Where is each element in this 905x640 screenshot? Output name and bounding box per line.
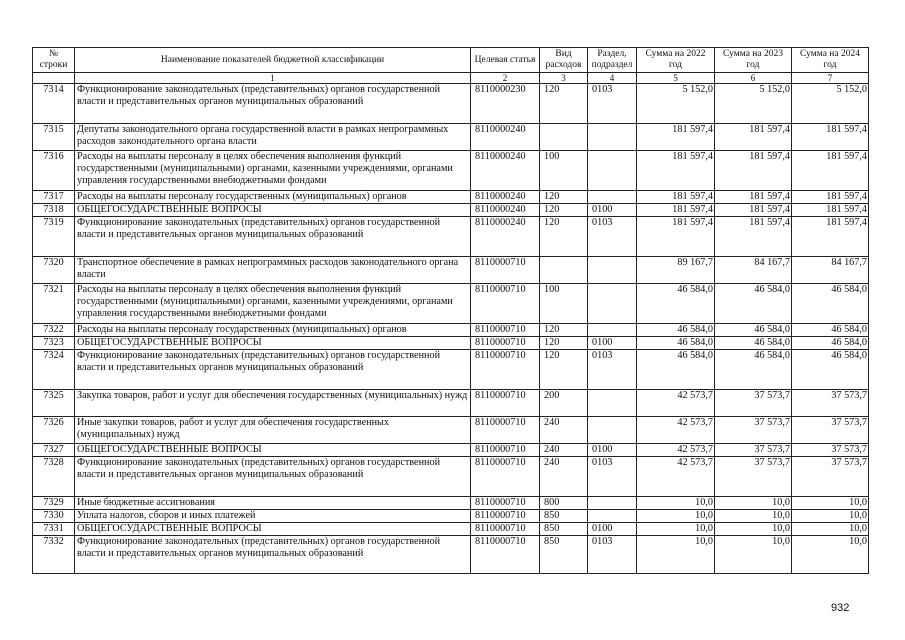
table-header xyxy=(33,48,869,84)
sum-2023-cell: 181 597,4 xyxy=(715,151,792,191)
sum-2024-cell: 46 584,0 xyxy=(792,350,869,390)
target-article-cell: 8110000240 xyxy=(471,204,540,217)
target-article-cell: 8110000710 xyxy=(471,257,540,284)
target-article-cell: 8110000710 xyxy=(471,444,540,457)
target-article-cell: 8110000710 xyxy=(471,390,540,417)
row-number-cell: 7316 xyxy=(33,151,75,191)
sum-2022-cell: 46 584,0 xyxy=(637,324,715,337)
header-sum-2023: Сумма на 2023 год xyxy=(715,48,792,73)
target-article-cell: 8110000710 xyxy=(471,350,540,390)
section-cell: 0103 xyxy=(588,350,637,390)
table-row xyxy=(33,324,869,337)
section-cell: 0103 xyxy=(588,84,637,124)
indicator-name-cell: Функционирование законодательных (представительных) органов государственной власти и представительных органов муниципальных образований xyxy=(75,84,471,124)
header-index: 6 xyxy=(715,73,792,84)
sum-2022-cell: 10,0 xyxy=(637,497,715,510)
target-article-cell: 8110000710 xyxy=(471,523,540,536)
section-cell: 0103 xyxy=(588,217,637,257)
table-row xyxy=(33,417,869,444)
section-cell xyxy=(588,497,637,510)
section-cell xyxy=(588,191,637,204)
sum-2024-cell: 84 167,7 xyxy=(792,257,869,284)
table-body xyxy=(33,84,869,574)
section-cell xyxy=(588,417,637,444)
row-number-cell: 7330 xyxy=(33,510,75,523)
section-cell: 0100 xyxy=(588,444,637,457)
target-article-cell: 8110000710 xyxy=(471,510,540,523)
sum-2023-cell: 46 584,0 xyxy=(715,284,792,324)
target-article-cell: 8110000710 xyxy=(471,536,540,574)
expense-type-cell: 120 xyxy=(540,204,588,217)
sum-2023-cell: 46 584,0 xyxy=(715,337,792,350)
row-number-cell: 7324 xyxy=(33,350,75,390)
header-index: 7 xyxy=(792,73,869,84)
indicator-name-cell: Расходы на выплаты персоналу в целях обеспечения выполнения функций государственными (муниципальными) органами, казенными учреждениями, органами управления государственными внебюджетными фондами xyxy=(75,284,471,324)
target-article-cell: 8110000710 xyxy=(471,497,540,510)
row-number-cell: 7328 xyxy=(33,457,75,497)
sum-2022-cell: 46 584,0 xyxy=(637,337,715,350)
row-number-cell: 7331 xyxy=(33,523,75,536)
header-index: 1 xyxy=(75,73,471,84)
target-article-cell: 8110000240 xyxy=(471,151,540,191)
row-number-cell: 7321 xyxy=(33,284,75,324)
table-row xyxy=(33,444,869,457)
section-cell: 0100 xyxy=(588,204,637,217)
sum-2022-cell: 10,0 xyxy=(637,523,715,536)
sum-2022-cell: 42 573,7 xyxy=(637,390,715,417)
header-index: 3 xyxy=(540,73,588,84)
indicator-name-cell: ОБЩЕГОСУДАРСТВЕННЫЕ ВОПРОСЫ xyxy=(75,204,471,217)
target-article-cell: 8110000230 xyxy=(471,84,540,124)
sum-2024-cell: 37 573,7 xyxy=(792,390,869,417)
indicator-name-cell: Функционирование законодательных (представительных) органов государственной власти и представительных органов муниципальных образований xyxy=(75,350,471,390)
sum-2022-cell: 181 597,4 xyxy=(637,151,715,191)
section-cell xyxy=(588,151,637,191)
table-row xyxy=(33,337,869,350)
indicator-name-cell: Уплата налогов, сборов и иных платежей xyxy=(75,510,471,523)
sum-2024-cell: 5 152,0 xyxy=(792,84,869,124)
indicator-name-cell: Функционирование законодательных (представительных) органов государственной власти и представительных органов муниципальных образований xyxy=(75,457,471,497)
section-cell: 0100 xyxy=(588,337,637,350)
section-cell xyxy=(588,510,637,523)
target-article-cell: 8110000710 xyxy=(471,417,540,444)
sum-2022-cell: 181 597,4 xyxy=(637,191,715,204)
expense-type-cell: 240 xyxy=(540,457,588,497)
expense-type-cell: 120 xyxy=(540,350,588,390)
table-row xyxy=(33,124,869,151)
sum-2023-cell: 37 573,7 xyxy=(715,457,792,497)
sum-2022-cell: 181 597,4 xyxy=(637,204,715,217)
sum-2022-cell: 181 597,4 xyxy=(637,124,715,151)
table-row xyxy=(33,497,869,510)
row-number-cell: 7314 xyxy=(33,84,75,124)
indicator-name-cell: Иные бюджетные ассигнования xyxy=(75,497,471,510)
sum-2023-cell: 181 597,4 xyxy=(715,191,792,204)
target-article-cell: 8110000240 xyxy=(471,191,540,204)
expense-type-cell: 850 xyxy=(540,510,588,523)
section-cell xyxy=(588,257,637,284)
table-row xyxy=(33,523,869,536)
header-sum-2024: Сумма на 2024 год xyxy=(792,48,869,73)
row-number-cell: 7325 xyxy=(33,390,75,417)
sum-2024-cell: 10,0 xyxy=(792,497,869,510)
header-index: 2 xyxy=(471,73,540,84)
target-article-cell: 8110000710 xyxy=(471,284,540,324)
table-row xyxy=(33,350,869,390)
row-number-cell: 7320 xyxy=(33,257,75,284)
header-index xyxy=(33,73,75,84)
header-expense-type: Вид расходов xyxy=(540,48,588,73)
expense-type-cell: 850 xyxy=(540,523,588,536)
expense-type-cell xyxy=(540,124,588,151)
indicator-name-cell: Расходы на выплаты персоналу в целях обеспечения выполнения функций государственными (муниципальными) органами, казенными учреждениями, органами управления государственными внебюджетными фондами xyxy=(75,151,471,191)
row-number-cell: 7326 xyxy=(33,417,75,444)
sum-2023-cell: 46 584,0 xyxy=(715,350,792,390)
sum-2024-cell: 181 597,4 xyxy=(792,151,869,191)
sum-2022-cell: 46 584,0 xyxy=(637,284,715,324)
table-row xyxy=(33,510,869,523)
sum-2024-cell: 46 584,0 xyxy=(792,324,869,337)
sum-2024-cell: 10,0 xyxy=(792,536,869,574)
sum-2023-cell: 37 573,7 xyxy=(715,417,792,444)
row-number-cell: 7315 xyxy=(33,124,75,151)
row-number-cell: 7318 xyxy=(33,204,75,217)
section-cell: 0103 xyxy=(588,536,637,574)
target-article-cell: 8110000710 xyxy=(471,324,540,337)
sum-2024-cell: 10,0 xyxy=(792,510,869,523)
sum-2022-cell: 89 167,7 xyxy=(637,257,715,284)
sum-2022-cell: 10,0 xyxy=(637,536,715,574)
table-row xyxy=(33,457,869,497)
expense-type-cell: 120 xyxy=(540,191,588,204)
sum-2023-cell: 5 152,0 xyxy=(715,84,792,124)
sum-2023-cell: 37 573,7 xyxy=(715,444,792,457)
table-row xyxy=(33,257,869,284)
row-number-cell: 7327 xyxy=(33,444,75,457)
indicator-name-cell: Иные закупки товаров, работ и услуг для обеспечения государственных (муниципальных) нужд xyxy=(75,417,471,444)
table-row xyxy=(33,284,869,324)
header-indicator-name: Наименование показателей бюджетной классификации xyxy=(75,48,471,73)
indicator-name-cell: Закупка товаров, работ и услуг для обеспечения государственных (муниципальных) нужд xyxy=(75,390,471,417)
section-cell xyxy=(588,124,637,151)
table-row xyxy=(33,204,869,217)
expense-type-cell: 200 xyxy=(540,390,588,417)
sum-2023-cell: 181 597,4 xyxy=(715,124,792,151)
section-cell: 0103 xyxy=(588,457,637,497)
expense-type-cell: 120 xyxy=(540,337,588,350)
expense-type-cell: 240 xyxy=(540,444,588,457)
sum-2024-cell: 181 597,4 xyxy=(792,204,869,217)
table-row xyxy=(33,536,869,574)
expense-type-cell: 120 xyxy=(540,324,588,337)
target-article-cell: 8110000710 xyxy=(471,337,540,350)
indicator-name-cell: Депутаты законодательного органа государственной власти в рамках непрограммных расходов законодательного органа власти xyxy=(75,124,471,151)
page-number: 932 xyxy=(831,602,850,614)
sum-2023-cell: 181 597,4 xyxy=(715,204,792,217)
expense-type-cell: 100 xyxy=(540,151,588,191)
indicator-name-cell: Расходы на выплаты персоналу государственных (муниципальных) органов xyxy=(75,191,471,204)
sum-2022-cell: 5 152,0 xyxy=(637,84,715,124)
indicator-name-cell: Расходы на выплаты персоналу государственных (муниципальных) органов xyxy=(75,324,471,337)
header-row-number: № строки xyxy=(33,48,75,73)
sum-2023-cell: 46 584,0 xyxy=(715,324,792,337)
header-target-article: Целевая статья xyxy=(471,48,540,73)
row-number-cell: 7317 xyxy=(33,191,75,204)
table-row xyxy=(33,217,869,257)
sum-2023-cell: 181 597,4 xyxy=(715,217,792,257)
indicator-name-cell: ОБЩЕГОСУДАРСТВЕННЫЕ ВОПРОСЫ xyxy=(75,337,471,350)
table-row xyxy=(33,191,869,204)
sum-2022-cell: 42 573,7 xyxy=(637,444,715,457)
sum-2023-cell: 10,0 xyxy=(715,536,792,574)
expense-type-cell: 120 xyxy=(540,84,588,124)
table-row xyxy=(33,151,869,191)
section-cell xyxy=(588,390,637,417)
table-row xyxy=(33,84,869,124)
sum-2023-cell: 10,0 xyxy=(715,497,792,510)
sum-2024-cell: 37 573,7 xyxy=(792,457,869,497)
section-cell: 0100 xyxy=(588,523,637,536)
indicator-name-cell: Функционирование законодательных (представительных) органов государственной власти и представительных органов муниципальных образований xyxy=(75,217,471,257)
expense-type-cell: 850 xyxy=(540,536,588,574)
sum-2024-cell: 10,0 xyxy=(792,523,869,536)
target-article-cell: 8110000710 xyxy=(471,457,540,497)
sum-2022-cell: 42 573,7 xyxy=(637,417,715,444)
row-number-cell: 7322 xyxy=(33,324,75,337)
header-section: Раздел, подраздел xyxy=(588,48,637,73)
target-article-cell: 8110000240 xyxy=(471,124,540,151)
table-row xyxy=(33,390,869,417)
sum-2022-cell: 181 597,4 xyxy=(637,217,715,257)
sum-2024-cell: 181 597,4 xyxy=(792,124,869,151)
sum-2023-cell: 10,0 xyxy=(715,523,792,536)
target-article-cell: 8110000240 xyxy=(471,217,540,257)
expense-type-cell: 800 xyxy=(540,497,588,510)
sum-2024-cell: 37 573,7 xyxy=(792,444,869,457)
row-number-cell: 7332 xyxy=(33,536,75,574)
sum-2024-cell: 181 597,4 xyxy=(792,217,869,257)
sum-2024-cell: 37 573,7 xyxy=(792,417,869,444)
indicator-name-cell: Функционирование законодательных (представительных) органов государственной власти и представительных органов муниципальных образований xyxy=(75,536,471,574)
header-index: 5 xyxy=(637,73,715,84)
section-cell xyxy=(588,284,637,324)
expense-type-cell: 240 xyxy=(540,417,588,444)
sum-2022-cell: 46 584,0 xyxy=(637,350,715,390)
section-cell xyxy=(588,324,637,337)
header-sum-2022: Сумма на 2022 год xyxy=(637,48,715,73)
sum-2022-cell: 10,0 xyxy=(637,510,715,523)
row-number-cell: 7323 xyxy=(33,337,75,350)
row-number-cell: 7329 xyxy=(33,497,75,510)
header-index: 4 xyxy=(588,73,637,84)
sum-2024-cell: 46 584,0 xyxy=(792,337,869,350)
expense-type-cell: 120 xyxy=(540,217,588,257)
row-number-cell: 7319 xyxy=(33,217,75,257)
indicator-name-cell: Транспортное обеспечение в рамках непрограммных расходов законодательного органа власти xyxy=(75,257,471,284)
indicator-name-cell: ОБЩЕГОСУДАРСТВЕННЫЕ ВОПРОСЫ xyxy=(75,444,471,457)
budget-table xyxy=(32,47,869,574)
expense-type-cell xyxy=(540,257,588,284)
sum-2023-cell: 84 167,7 xyxy=(715,257,792,284)
indicator-name-cell: ОБЩЕГОСУДАРСТВЕННЫЕ ВОПРОСЫ xyxy=(75,523,471,536)
sum-2022-cell: 42 573,7 xyxy=(637,457,715,497)
sum-2024-cell: 181 597,4 xyxy=(792,191,869,204)
sum-2023-cell: 37 573,7 xyxy=(715,390,792,417)
sum-2023-cell: 10,0 xyxy=(715,510,792,523)
sum-2024-cell: 46 584,0 xyxy=(792,284,869,324)
expense-type-cell: 100 xyxy=(540,284,588,324)
